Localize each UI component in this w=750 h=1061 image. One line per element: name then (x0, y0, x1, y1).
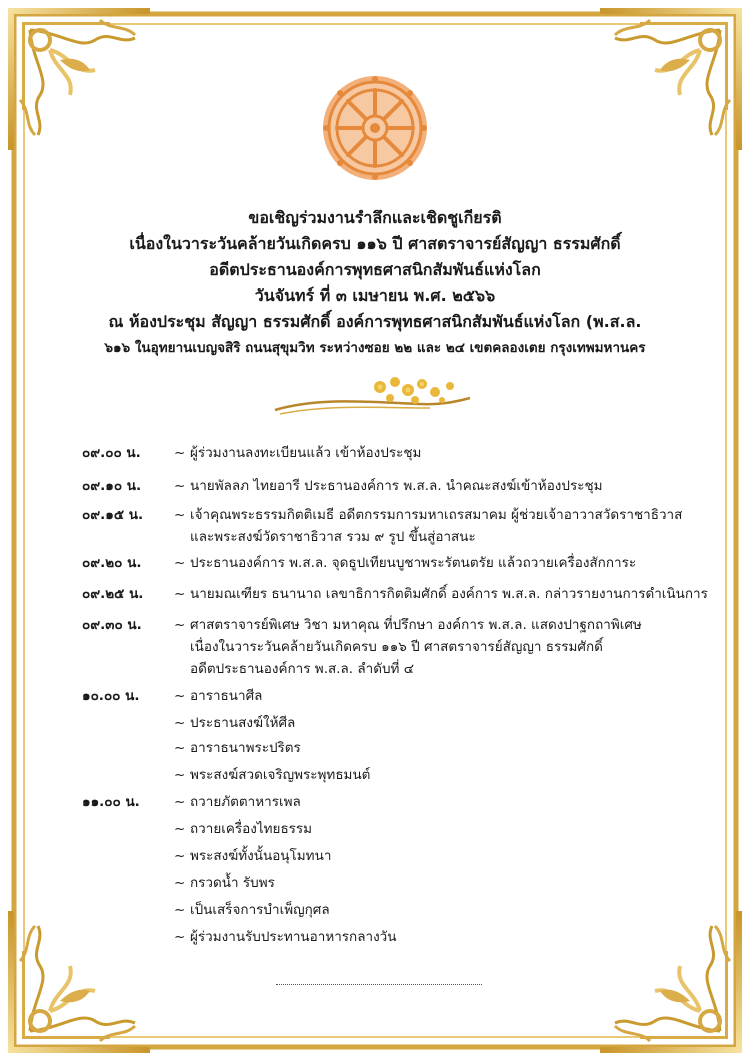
schedule-description (190, 845, 710, 867)
schedule-description-line: เนื่องในวาระวันคล้ายวันเกิดครบ ๑๑๖ ปี ศาสตราจารย์สัญญา ธรรมศักดิ์ (190, 639, 603, 655)
schedule-tilde: ~ (174, 617, 186, 633)
schedule-description (190, 504, 710, 548)
schedule-tilde: ~ (174, 902, 186, 918)
header-line-3: อดีตประธานองค์การพุทธศาสนิกสัมพันธ์แห่งโลก (209, 260, 541, 279)
schedule-time: ๐๙.๑๕ น. (82, 507, 144, 523)
schedule-time: ๐๙.๐๐ น. (82, 445, 141, 461)
schedule-description (190, 764, 710, 786)
schedule-tilde: ~ (174, 715, 186, 731)
schedule-description-line: พระสงฆ์สวดเจริญพระพุทธมนต์ (190, 767, 371, 783)
header-line-4: วันจันทร์ ที่ ๓ เมษายน พ.ศ. ๒๕๖๖ (254, 286, 496, 305)
schedule-description (190, 583, 710, 605)
schedule-description-line: พระสงฆ์ทั้งนั้นอนุโมทนา (190, 848, 332, 864)
schedule-description (190, 475, 710, 497)
schedule-tilde: ~ (174, 929, 186, 945)
schedule-description (190, 712, 710, 734)
schedule-description-line: เป็นเสร็จการบำเพ็ญกุศล (190, 902, 330, 918)
schedule-tilde: ~ (174, 445, 186, 461)
schedule-description-line: ประธานองค์การ พ.ส.ล. จุดธูปเทียนบูชาพระรัตนตรัย แล้วถวายเครื่องสักการะ (190, 555, 637, 571)
schedule-tilde: ~ (174, 794, 186, 810)
schedule-time: ๑๑.๐๐ น. (82, 794, 140, 810)
schedule-description-line: กรวดน้ำ รับพร (190, 875, 275, 891)
schedule-description (190, 685, 710, 707)
schedule-tilde: ~ (174, 821, 186, 837)
invitation-header (0, 205, 750, 361)
schedule-tilde: ~ (174, 848, 186, 864)
schedule-description-line: เจ้าคุณพระธรรมกิตติเมธี อดีตกรรมการมหาเถรสมาคม ผู้ช่วยเจ้าอาวาสวัดราชาธิวาส (190, 507, 683, 523)
schedule-description-line: ถวายภัตตาหารเพล (190, 794, 301, 810)
schedule-description-line: อดีตประธานองค์การ พ.ส.ล. ลำดับที่ ๔ (190, 661, 414, 677)
schedule-tilde: ~ (174, 586, 186, 602)
schedule-description-line: นายพัลลภ ไทยอารี ประธานองค์การ พ.ส.ล. นำคณะสงฆ์เข้าห้องประชุม (190, 478, 603, 494)
schedule-description (190, 791, 710, 813)
schedule-tilde: ~ (174, 767, 186, 783)
schedule-description-line: ถวายเครื่องไทยธรรม (190, 821, 313, 837)
schedule-tilde: ~ (174, 478, 186, 494)
dharma-wheel-emblem (320, 73, 430, 183)
dotted-line (276, 974, 482, 985)
schedule-tilde: ~ (174, 507, 186, 523)
schedule-time: ๐๙.๒๕ น. (82, 586, 144, 602)
schedule-description (190, 818, 710, 840)
schedule-description-line: ศาสตราจารย์พิเศษ วิชา มหาคุณ ที่ปรึกษา องค์การ พ.ส.ล. แสดงปาฐกถาพิเศษ (190, 617, 642, 633)
schedule-description-line: ผู้ร่วมงานลงทะเบียนแล้ว เข้าห้องประชุม (190, 445, 422, 461)
schedule-time: ๐๙.๓๐ น. (82, 617, 142, 633)
schedule-description-line: นายมณเฑียร ธนานาถ เลขาธิการกิตติมศักดิ์ องค์การ พ.ส.ล. กล่าวรายงานการดำเนินการ (190, 586, 708, 602)
header-line-6: ๖๑๖ ในอุทยานเบญจสิริ ถนนสุขุมวิท ระหว่างซอย ๒๒ และ ๒๔ เขตคลองเตย กรุงเทพมหานคร (104, 340, 646, 356)
header-line-1: ขอเชิญร่วมงานรำลึกและเชิดชูเกียรติ (248, 208, 502, 227)
schedule-tilde: ~ (174, 555, 186, 571)
floral-divider (270, 372, 480, 422)
schedule-tilde: ~ (174, 740, 186, 756)
schedule-description-line: อาราธนาศีล (190, 688, 263, 704)
schedule-tilde: ~ (174, 875, 186, 891)
schedule-description-line: ประธานสงฆ์ให้ศีล (190, 715, 296, 731)
schedule-time: ๑๐.๐๐ น. (82, 688, 140, 704)
schedule-description-line: ผู้ร่วมงานรับประทานอาหารกลางวัน (190, 929, 397, 945)
schedule-description (190, 926, 710, 948)
header-line-5: ณ ห้องประชุม สัญญา ธรรมศักดิ์ องค์การพุทธศาสนิกสัมพันธ์แห่งโลก (พ.ส.ล. (108, 312, 642, 331)
schedule-description (190, 872, 710, 894)
schedule-description (190, 442, 710, 464)
schedule-description-line: อาราธนาพระปริตร (190, 740, 301, 756)
schedule-tilde: ~ (174, 688, 186, 704)
schedule-description (190, 737, 710, 759)
schedule-time: ๐๙.๒๐ น. (82, 555, 142, 571)
schedule-description (190, 899, 710, 921)
schedule-time: ๐๙.๑๐ น. (82, 478, 142, 494)
schedule-description (190, 552, 710, 574)
header-line-2: เนื่องในวาระวันคล้ายวันเกิดครบ ๑๑๖ ปี ศาสตราจารย์สัญญา ธรรมศักดิ์ (129, 234, 621, 253)
schedule-description (190, 614, 710, 680)
schedule-description-line: และพระสงฆ์วัดราชาธิวาส รวม ๙ รูป ขึ้นสู่อาสนะ (190, 529, 476, 545)
